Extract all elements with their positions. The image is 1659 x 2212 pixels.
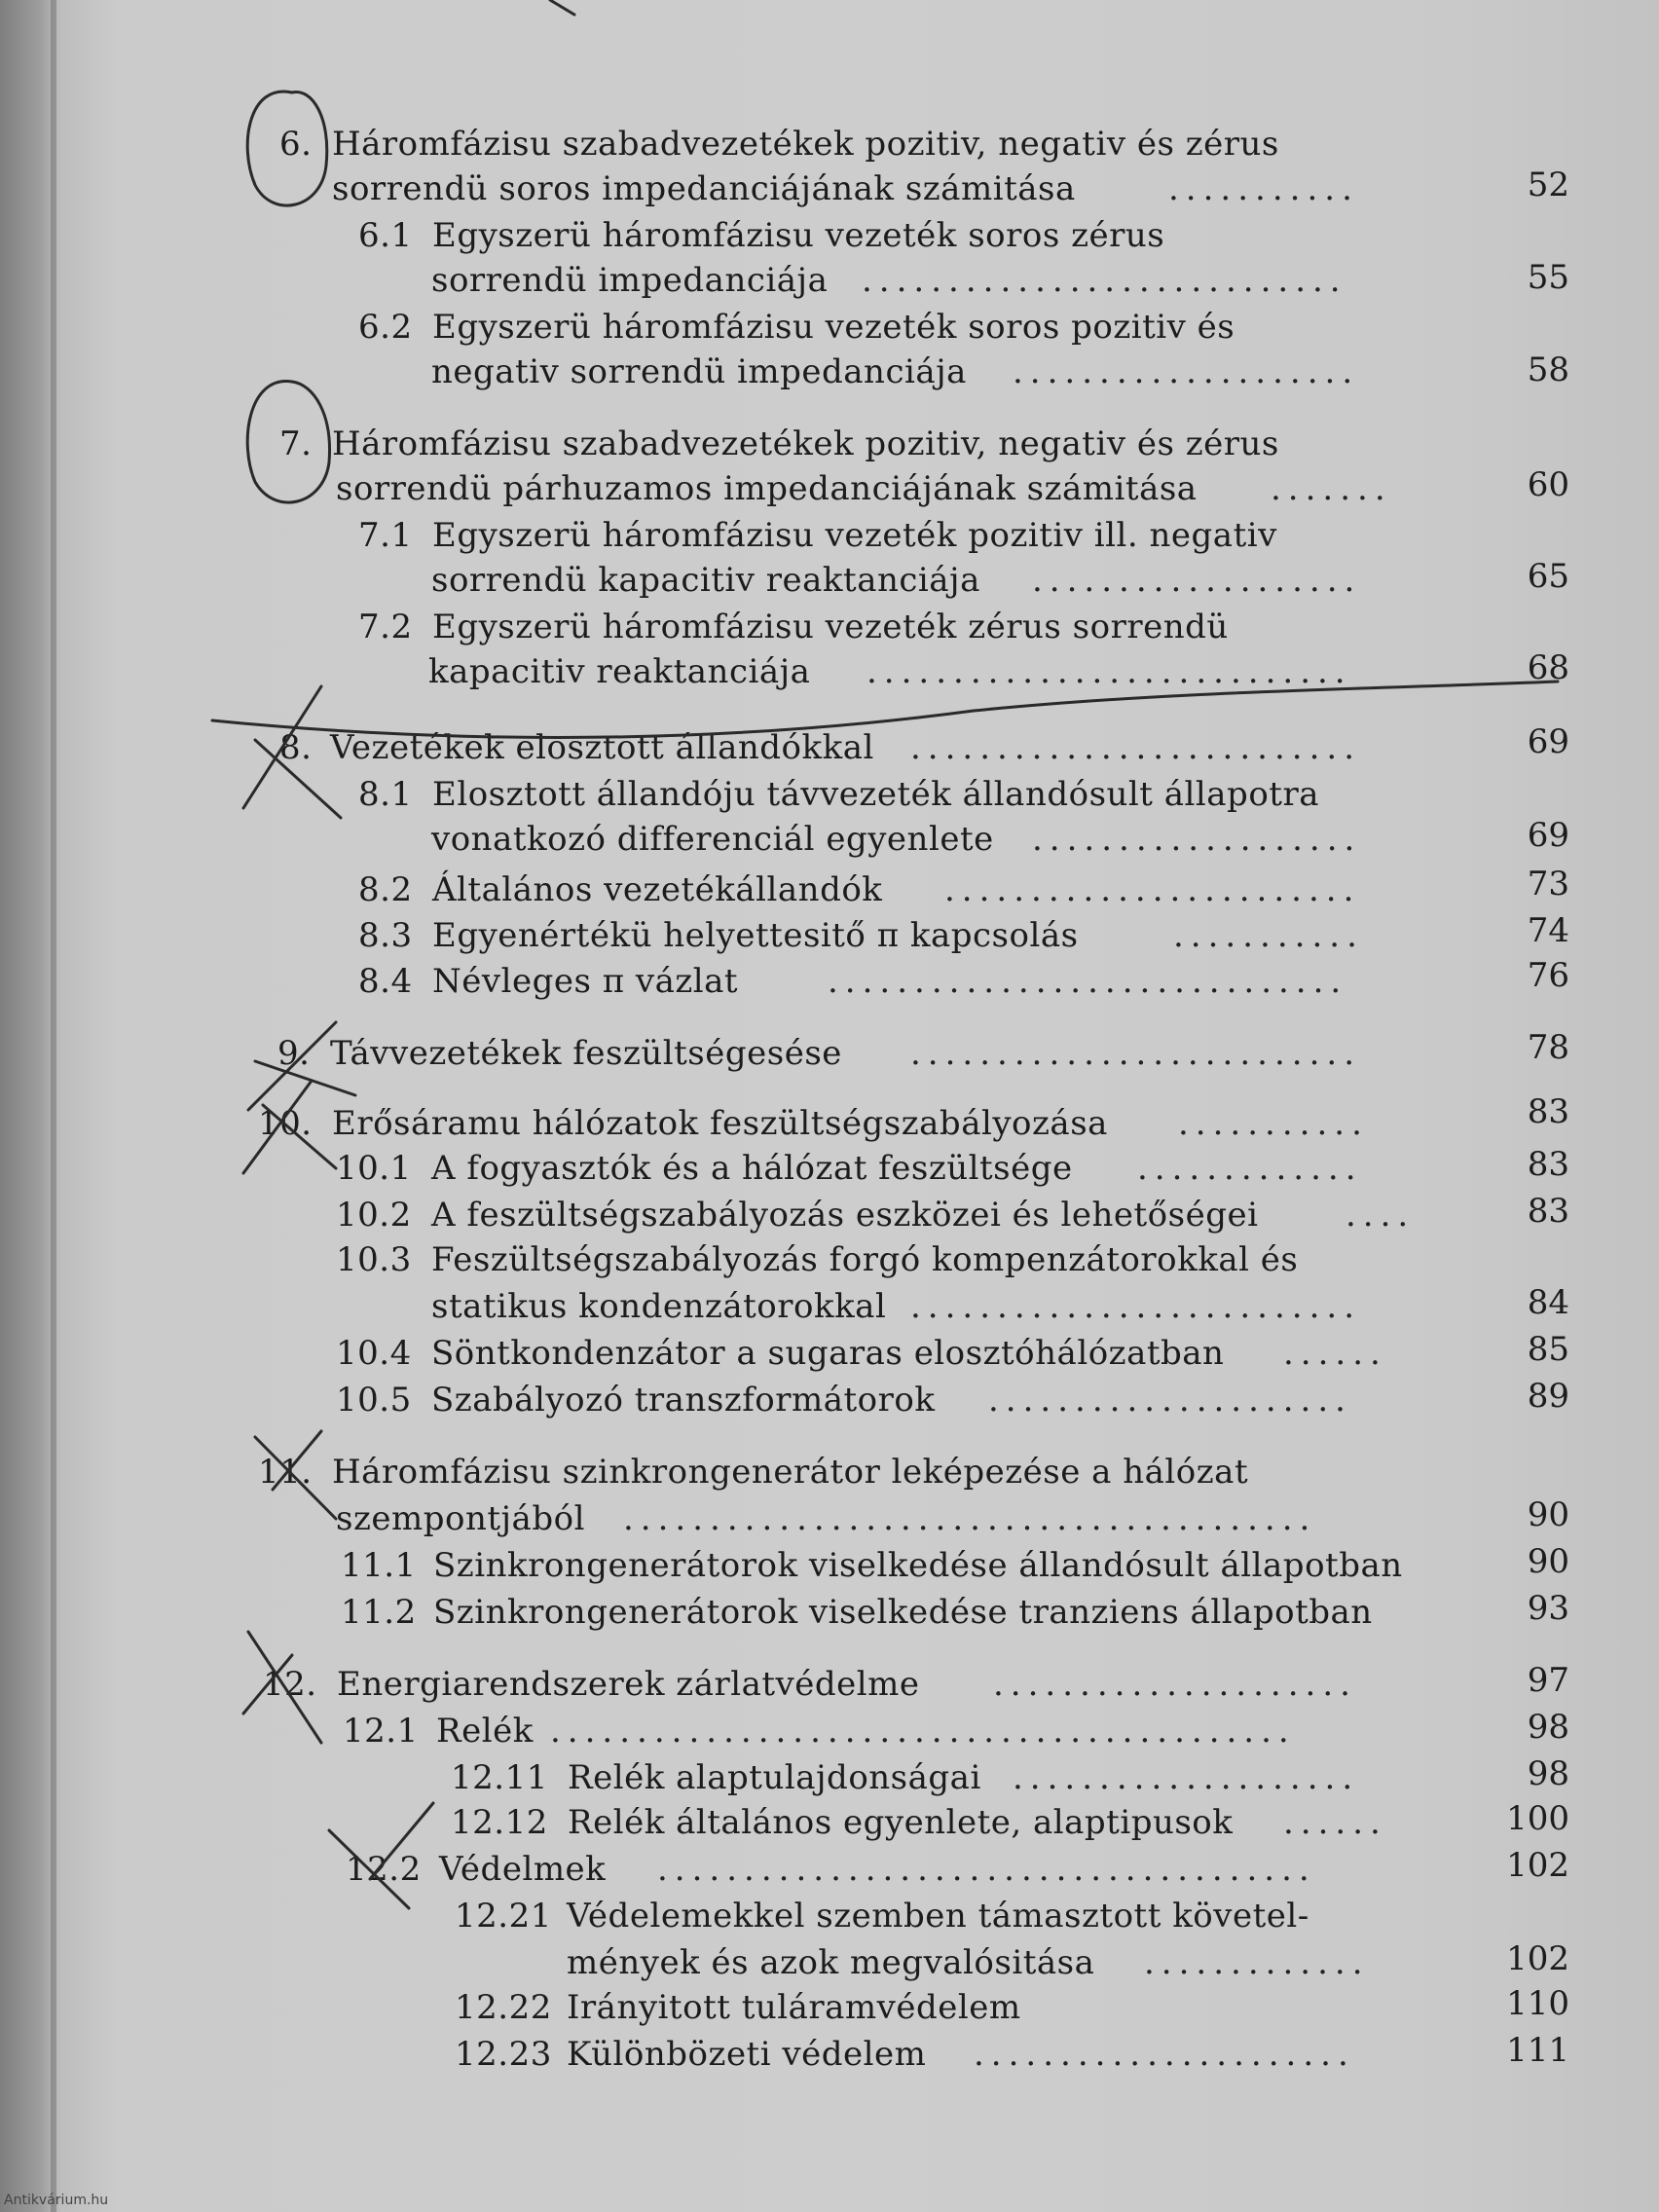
toc-entry: 10.4 Söntkondenzátor a sugaras elosztóhálózatban [336,1334,1225,1373]
toc-entry: 11. Háromfázisu szinkrongenerátor leképezése a hálózat [258,1453,1249,1492]
toc-entry-cont: sorrendü párhuzamos impedanciájának számitása [336,469,1198,508]
toc-entry: 10.5 Szabályozó transzformátorok [336,1381,936,1419]
page-number: 52 [1527,166,1569,204]
toc-entry: 12.22 Irányitott tuláramvédelem [455,1988,1021,2027]
toc-entry: 12.21 Védelemekkel szemben támasztott követel- [455,1897,1309,1936]
toc-entry: 12.12 Relék általános egyenlete, alaptipusok [451,1803,1234,1842]
toc-entry: 9. Távvezetékek feszültségesése [277,1034,842,1073]
leader-dots: .................... [1013,352,1360,391]
leader-dots: ............. [1144,1943,1370,1982]
page-number: 100 [1506,1799,1569,1838]
page-number: 102 [1506,1846,1569,1885]
leader-dots: .................... [1013,1758,1360,1797]
top-stroke [550,0,574,15]
leader-dots: .......................... [910,1034,1361,1073]
toc-entry: 7.2 Egyszerü háromfázisu vezeték zérus sorrendü [358,608,1229,646]
page-number: 74 [1527,911,1569,950]
leader-dots: ....... [1271,469,1392,508]
page-number: 68 [1527,648,1569,687]
toc-entry: 12.23 Különbözeti védelem [455,2035,927,2074]
page-number: 98 [1527,1708,1569,1747]
page-number: 83 [1527,1092,1569,1131]
toc-entry: 6. Háromfázisu szabadvezetékek pozitiv, negativ és zérus [279,125,1279,164]
toc-entry: 12.1 Relék [343,1712,534,1751]
page-number: 110 [1506,1984,1569,2023]
page-number: 69 [1527,722,1569,761]
toc-entry: 8.1 Elosztott állandóju távvezeték állandósult állapotra [358,775,1319,814]
watermark-footer: Antikvárium.hu [4,2193,109,2208]
page-number: 90 [1527,1542,1569,1581]
toc-entry: 11.2 Szinkrongenerátorok viselkedése tranziens állapotban [341,1593,1373,1632]
toc-entry: 8.4 Névleges π vázlat [358,962,739,1001]
page-number: 73 [1527,865,1569,903]
page-number: 89 [1527,1377,1569,1416]
leader-dots: ........................................... [550,1712,1296,1751]
toc-entry: 11.1 Szinkrongenerátorok viselkedése állandósult állapotban [341,1546,1403,1585]
toc-entry-cont: sorrendü soros impedanciájának számitása [332,169,1076,208]
toc-entry: 8.3 Egyenértékü helyettesitő π kapcsolás [358,916,1079,955]
page-number: 78 [1527,1028,1569,1067]
page-number: 60 [1527,465,1569,504]
leader-dots: ........................ [944,870,1361,909]
toc-entry: 7.1 Egyszerü háromfázisu vezeték pozitiv ill. negativ [358,516,1277,555]
leader-dots: ................... [1032,820,1362,859]
toc-entry: 12.2 Védelmek [346,1850,607,1889]
page-number: 55 [1527,258,1569,297]
leader-dots: ............. [1137,1149,1363,1188]
toc-entry-cont: sorrendü impedanciája [431,261,829,300]
leader-dots: .......................... [910,1287,1361,1326]
leader-dots: ........... [1168,169,1359,208]
page-number: 76 [1527,956,1569,995]
leader-dots: ...................................... [657,1850,1316,1889]
leader-dots: .......................... [910,728,1361,767]
leader-dots: ............................ [862,261,1347,300]
toc-entry: 8.2 Általános vezetékállandók [358,870,883,909]
toc-entry: 10.1 A fogyasztók és a hálózat feszültsége [336,1149,1073,1188]
leader-dots: .... [1346,1196,1416,1235]
toc-entry-cont: mények és azok megvalósitása [567,1943,1095,1982]
toc-entry: 10. Erősáramu hálózatok feszültségszabályozása [258,1104,1108,1143]
page-number: 90 [1527,1495,1569,1534]
toc-entry-cont: szempontjából [336,1499,585,1538]
leader-dots: ..................... [988,1381,1352,1419]
leader-dots: ...... [1283,1334,1387,1373]
toc-entry: 7. Háromfázisu szabadvezetékek pozitiv, negativ és zérus [279,424,1279,463]
toc-entry: 6.1 Egyszerü háromfázisu vezeték soros zérus [358,216,1165,255]
toc-entry: 8. Vezetékek elosztott állandókkal [279,728,874,767]
leader-dots: ........................................ [623,1499,1317,1538]
page-number: 65 [1527,557,1569,596]
page-number: 93 [1527,1589,1569,1628]
toc-entry: 12.11 Relék alaptulajdonságai [451,1758,981,1797]
page-number: 83 [1527,1145,1569,1184]
toc-entry-cont: negativ sorrendü impedanciája [431,352,967,391]
leader-dots: .............................. [828,962,1348,1001]
page-number: 83 [1527,1192,1569,1231]
page-number: 102 [1506,1939,1569,1978]
leader-dots: ..................... [993,1665,1357,1704]
toc-entry: 12. Energiarendszerek zárlatvédelme [263,1665,920,1704]
toc-entry-cont: kapacitiv reaktanciája [428,652,811,691]
toc-entry-cont: statikus kondenzátorokkal [431,1287,887,1326]
toc-entry: 6.2 Egyszerü háromfázisu vezeték soros pozitiv és [358,308,1235,347]
toc-entry: 10.2 A feszültségszabályozás eszközei és lehetőségei [336,1196,1259,1235]
toc-entry: 10.3 Feszültségszabályozás forgó kompenzátorokkal és [336,1240,1299,1279]
leader-dots: ............................ [866,652,1352,691]
leader-dots: ................... [1032,561,1362,600]
leader-dots: ........... [1178,1104,1369,1143]
page-number: 111 [1506,2031,1569,2070]
leader-dots: ...... [1283,1803,1387,1842]
leader-dots: ...................... [974,2035,1355,2074]
page-number: 98 [1527,1754,1569,1793]
page-number: 58 [1527,350,1569,389]
page-number: 97 [1527,1661,1569,1700]
toc-entry-cont: vonatkozó differenciál egyenlete [431,820,994,859]
page-number: 84 [1527,1283,1569,1322]
leader-dots: ........... [1173,916,1364,955]
page-number: 85 [1527,1330,1569,1369]
toc-entry-cont: sorrendü kapacitiv reaktanciája [431,561,980,600]
page-number: 69 [1527,816,1569,855]
